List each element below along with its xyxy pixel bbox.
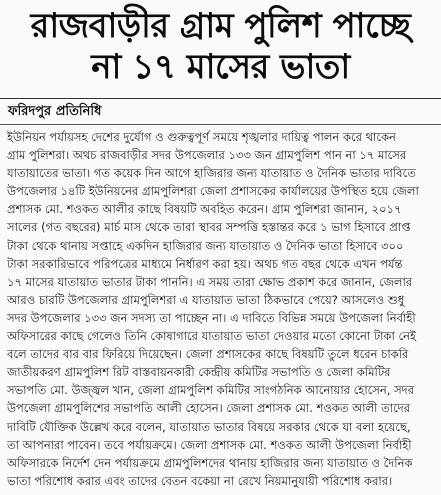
body-line: ইউনিয়ন পর্যায়সহ দেশের দুর্যোগ ও গুরুত্বপূর্ণ সময়ে শৃঙ্খলার দায়িত্ব পালন করে থাকেন: [7, 130, 396, 144]
headline-line-1: রাজবাড়ীর গ্রাম পুলিশ পাচ্ছে: [30, 6, 411, 46]
body-line: গ্রাম পুলিশরা। অথচ রাজবাড়ীর সদর উপজেলার ১৩৩ জন গ্রামপুলিশ পান না ১৭ মাসের: [7, 148, 407, 163]
body-line: সভাপতি মো. উজ্জ্বল খান, জেলা গ্রামপুলিশ কমিটির সাংগঠনিক আনোয়ার হোসেন, সদর: [7, 383, 415, 398]
body-line: দাবিটি যৌক্তিক উল্লেখ করে বলেন, যাতায়াত ভাতার বিষয়ে সরকার থেকে যা বলা হয়েছে,: [7, 419, 411, 434]
body-line: অফিসারের কাছে গেলেও তিনি কোষাগারে যাতায়াত ভাতা দেওয়ার মতো কোনো টাকা নেই: [7, 329, 416, 344]
headline-line-2: না ১৭ মাসের ভাতা: [91, 47, 350, 87]
byline-divider: [0, 124, 441, 125]
body-line: সদর উপজেলার ১৩৩ জন সদস্য তা পাচ্ছেন না। এ দাবিতে বিভিন্ন সময়ে উপজেলা নির্বাহী: [7, 310, 416, 325]
body-line: অফিসারকে নির্দেশ দেন পর্যায়ক্রমে গ্রামপুলিশদের থানায় হাজিরার জন্য যাতায়াত ও দৈনিক: [7, 455, 413, 470]
body-line: জাতীয়করণ গ্রামপুলিশ রিট বাস্তবায়নকারী কেন্দ্রীয় কমিটির সভাপতি ও জেলা কমিটির: [7, 365, 391, 380]
byline: ফরিদপুর প্রতিনিধি: [8, 104, 102, 119]
body-line: উপজেলার ১৪টি ইউনিয়নের গ্রামপুলিশরা জেলা প্রশাসকের কার্যালয়ের উপস্থিত হয়ে জেলা: [7, 184, 419, 199]
body-line: বলে তাদের বার বার ফিরিয়ে দিয়েছেন। জেলা প্রশাসকের কাছে বিষয়টি তুলে ধরেন চাকরি: [7, 347, 409, 362]
body-line: যাতায়াতের ভাতা। গত কয়েক দিন আগে হাজিরার জন্য যাতায়াত ও দৈনিক ভাতার দাবিতে: [7, 166, 416, 181]
body-line: আরও চারটি উপজেলার গ্রামপুলিশরা এ যাতায়াত ভাতা ঠিকভাবে পেয়ে? আসলেও শুধু: [7, 292, 405, 307]
headline-divider: [0, 98, 441, 99]
body-line: সালের (গত বছরের) মার্চ মাস থেকে তারা স্থাবর সম্পত্তি হস্তান্তর করে ১ ভাগ হিসাবে প্রাপ্ত: [7, 220, 411, 235]
body-line: টাকা সরকারিভাবে পরিপত্রের মাধ্যমে নির্ধারণ করা হয়। অথচ গত বছর থেকে এখন পর্যন্ত: [7, 256, 403, 271]
body-line: ১৭ মাসের যাতায়াত ভাতার টাকা পাননি। এ সময় তারা ক্ষোভ প্রকাশ করে জানান, জেলার: [7, 274, 413, 289]
body-line: তা আপনারা পাবেন। তবে পর্যায়ক্রমে। জেলা প্রশাসক মো. শওকত আলী উপজেলা নির্বাহী: [7, 437, 412, 452]
body-line: প্রশাসক মো. শওকত আলীর কাছে বিষয়টি অবহিত করেন। গ্রাম পুলিশরা জানান, ২০১৭: [7, 202, 402, 217]
body-line: ভাতা পরিশোধ করার এবং তাদের বেতন বকেয়া না রেখে নিয়মানুযায়ী পরিশোধ করার।: [7, 473, 393, 488]
article-body: [7, 128, 435, 490]
body-line: টাকা থেকে থানায় সপ্তাহে একদিন হাজিরার জন্য যাতায়াত ও দৈনিক ভাতা হিসাবে ৩০০: [7, 238, 404, 253]
body-line: উপজেলা গ্রামপুলিশের সভাপতি আলী হোসেন। জেলা প্রশাসক মো. শওকত আলী তাদের: [7, 401, 411, 416]
